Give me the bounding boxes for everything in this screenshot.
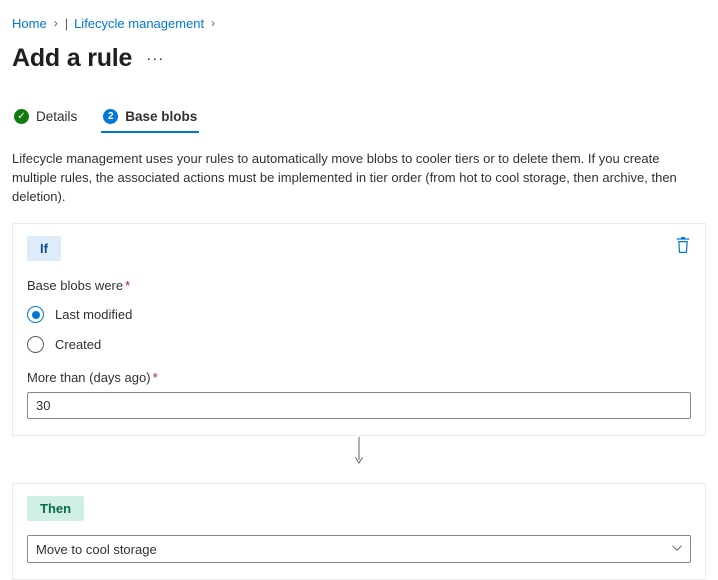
radio-button-icon[interactable]: [27, 336, 44, 353]
radio-button-icon-selected[interactable]: [27, 306, 44, 323]
condition-card-header: [27, 236, 691, 261]
breadcrumb-divider: |: [64, 15, 69, 31]
tab-base-blobs-label: Base blobs: [125, 109, 198, 124]
base-blobs-were-label-text: Base blobs were: [27, 278, 124, 293]
then-badge: Then: [27, 496, 84, 521]
flow-connector: [12, 436, 706, 466]
action-card-header: [27, 496, 691, 521]
action-select[interactable]: [27, 535, 691, 563]
page-title: Add a rule: [12, 44, 133, 72]
radio-last-modified-label: Last modified: [55, 307, 133, 322]
radio-last-modified[interactable]: [27, 306, 691, 323]
tab-base-blobs[interactable]: [101, 109, 199, 133]
action-select-wrap: [27, 535, 691, 563]
tab-details[interactable]: [12, 109, 79, 133]
radio-created-label: Created: [55, 337, 102, 352]
step-number-icon: 2: [103, 109, 118, 124]
action-select-value: Move to cool storage: [36, 541, 157, 557]
condition-card-if: [12, 223, 706, 436]
days-ago-input[interactable]: [27, 392, 691, 419]
base-blobs-were-label: [27, 278, 691, 293]
check-icon: ✓: [14, 109, 29, 124]
required-indicator-days: *: [152, 370, 158, 385]
tab-details-label: Details: [36, 109, 78, 124]
more-than-days-label-text: More than (days ago): [27, 370, 151, 385]
radio-created[interactable]: [27, 336, 691, 353]
if-badge: If: [27, 236, 61, 261]
breadcrumb-separator-icon: ›: [53, 16, 58, 30]
wizard-tabs: [12, 103, 706, 133]
breadcrumb-item-lifecycle-management[interactable]: Lifecycle management: [74, 15, 205, 31]
more-options-button[interactable]: ···: [146, 50, 165, 67]
trash-icon[interactable]: [675, 236, 691, 254]
title-row: [12, 44, 706, 73]
required-indicator: *: [125, 278, 131, 293]
arrow-down-icon: [353, 437, 365, 465]
breadcrumb-item-home[interactable]: Home: [12, 15, 47, 31]
breadcrumb: [12, 0, 706, 38]
action-card-then: [12, 483, 706, 580]
more-than-days-label: [27, 370, 691, 385]
breadcrumb-separator-icon-2: ›: [211, 16, 216, 30]
page-description: Lifecycle management uses your rules to automatically move blobs to cooler tiers or to delete them. If you create multiple rules, the associated actions must be implemented in tier order (from hot to cool storage, then archive, then deletion).: [12, 151, 677, 204]
